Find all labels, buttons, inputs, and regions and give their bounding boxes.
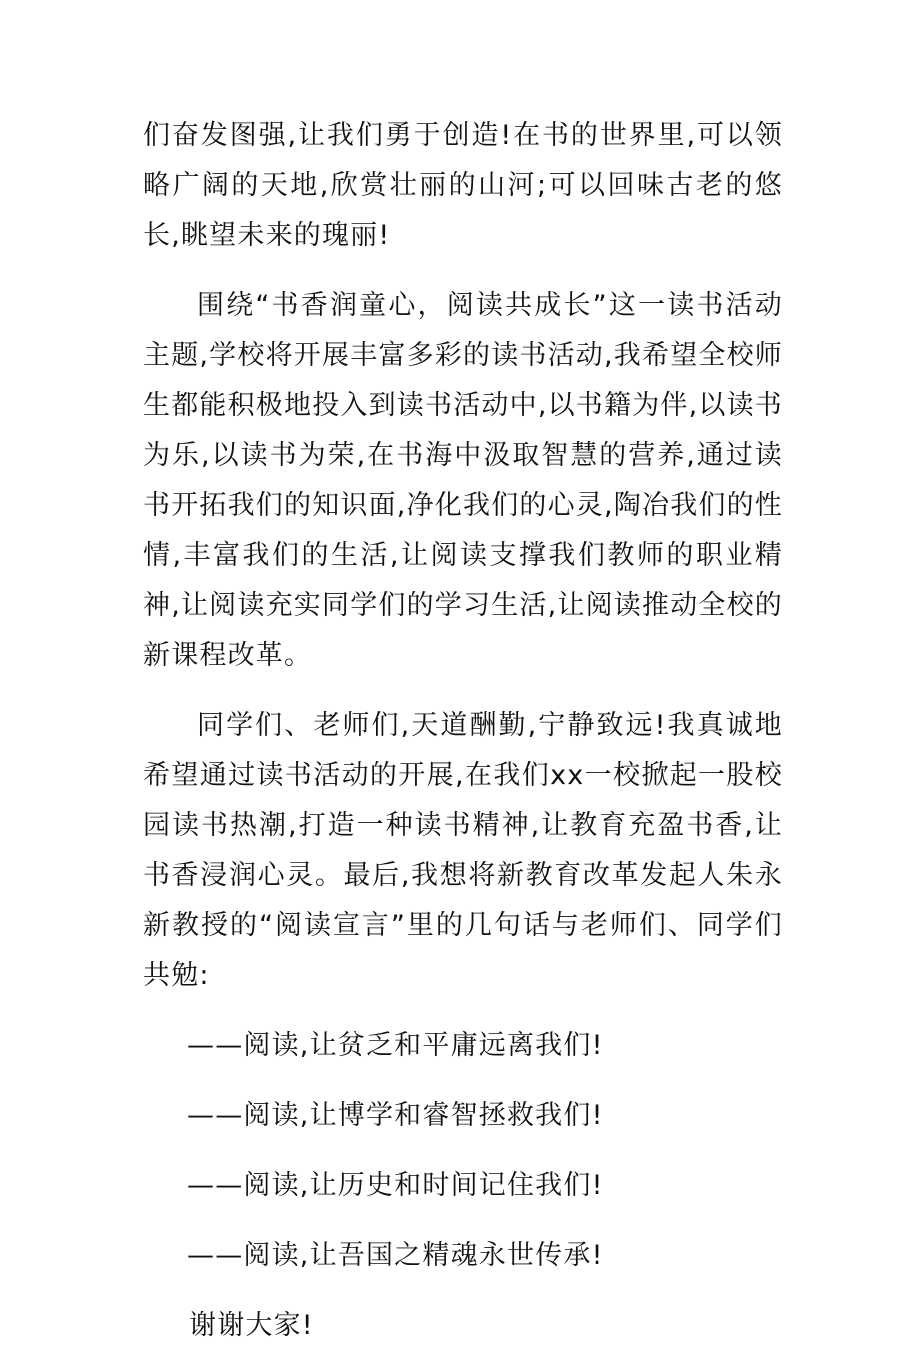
document-body: [143, 111, 783, 1351]
paragraph-reading-theme: 围绕“书香润童心，阅读共成长”这一读书活动主题,学校将开展丰富多彩的读书活动,我希望全校师生都能积极地投入到读书活动中,以书籍为伴,以读书为乐,以读书为荣,在书海中汲取智慧的营养,通过读书开拓我们的知识面,净化我们的心灵,陶冶我们的性情,丰富我们的生活,让阅读支撑我们教师的职业精神,让阅读充实同学们的学习生活,让阅读推动全校的新课程改革。: [143, 290, 783, 671]
quote-line: ——阅读,让博学和睿智拯救我们!: [187, 1100, 604, 1131]
paragraph-appeal: 同学们、老师们,天道酬勤,宁静致远!我真诚地希望通过读书活动的开展,在我们xx一校掀起一股校园读书热潮,打造一种读书精神,让教育充盈书香,让书香浸润心灵。最后,我想将新教育改革发起人朱永新教授的“阅读宣言”里的几句话与老师们、同学们共勉:: [143, 710, 783, 991]
closing-thanks: 谢谢大家!: [189, 1310, 314, 1341]
quote-line: ——阅读,让历史和时间记住我们!: [187, 1170, 604, 1201]
quote-line: ——阅读,让吾国之精魂永世传承!: [187, 1240, 604, 1271]
paragraph-continuation: 们奋发图强,让我们勇于创造!在书的世界里,可以领略广阔的天地,欣赏壮丽的山河;可以回味古老的悠长,眺望未来的瑰丽!: [143, 120, 783, 251]
quote-line: ——阅读,让贫乏和平庸远离我们!: [187, 1030, 604, 1061]
